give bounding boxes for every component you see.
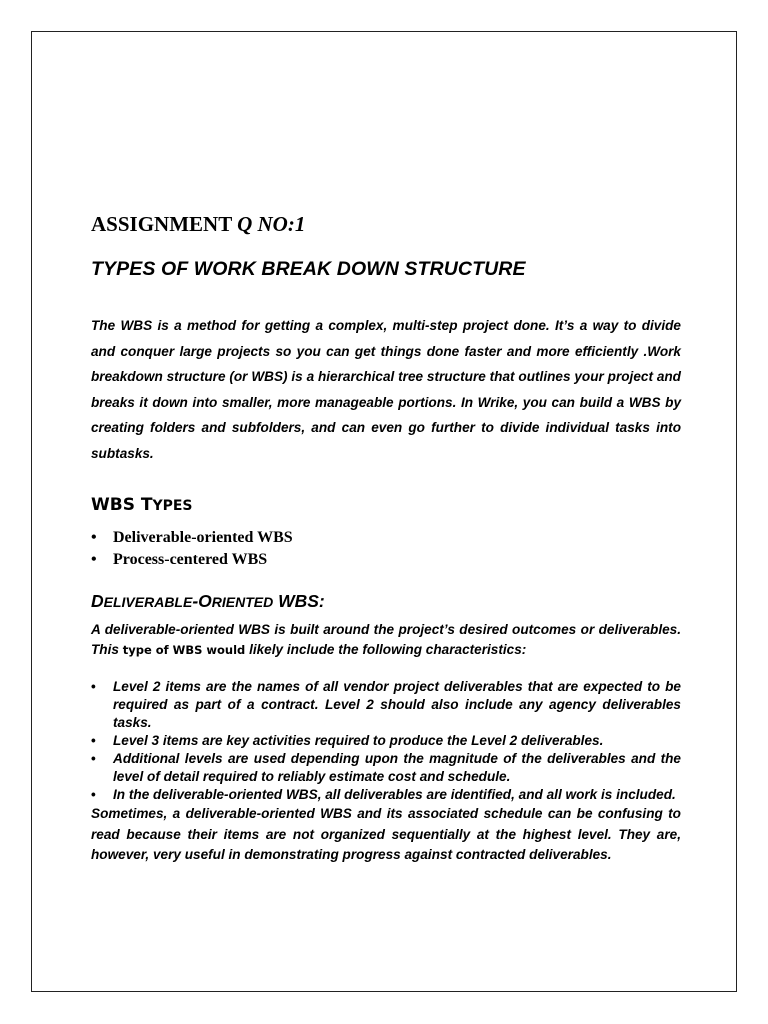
list-item-text: Level 2 items are the names of all vendor project deliverables that are expected to be required as part of a contract. Level 2 should also include any agency deliverables tasks. <box>113 679 681 730</box>
list-item <box>91 527 681 549</box>
assignment-prefix: ASSIGNMENT <box>91 212 232 236</box>
bullet-icon: • <box>91 787 96 802</box>
list-item <box>91 750 681 786</box>
question-number: Q NO:1 <box>237 212 306 236</box>
list-item <box>91 549 681 571</box>
deliverable-intro-a: A deliverable-oriented WBS is built around the project’s desired outcomes or deliverables. This <box>91 622 681 657</box>
list-item-text: Level 3 items are key activities required to produce the Level 2 deliverables. <box>113 733 604 748</box>
bullet-icon: • <box>91 751 96 766</box>
page-title: TYPES OF WORK BREAK DOWN STRUCTURE <box>91 258 526 280</box>
list-item-text: Process-centered WBS <box>113 551 268 568</box>
deliverable-intro-small: type of WBS would <box>122 642 246 657</box>
bullet-icon: • <box>91 733 96 748</box>
deliverable-intro <box>91 620 681 660</box>
deliverable-oriented-heading <box>91 589 681 614</box>
wbs-types-list <box>91 527 681 571</box>
heading-part: D <box>91 591 104 611</box>
deliverable-characteristics-list <box>91 678 681 804</box>
heading-part: ELIVERABLE <box>103 594 193 610</box>
deliverable-intro-b: likely include the following characteristics: <box>245 641 527 657</box>
assignment-heading <box>91 205 681 243</box>
list-item-text: In the deliverable-oriented WBS, all deliverables are identified, and all work is included. <box>113 787 676 802</box>
bullet-icon: • <box>91 551 97 568</box>
list-item <box>91 678 681 732</box>
wbs-types-heading <box>91 494 681 517</box>
bullet-icon: • <box>91 679 96 694</box>
intro-paragraph <box>91 313 681 466</box>
heading-part: -O <box>192 591 212 611</box>
closing-paragraph: Sometimes, a deliverable-oriented WBS and its associated schedule can be confusing to read because their items are not organized sequentially at the highest level. They are, however, very useful in demonstrating progress against contracted deliverables. <box>91 806 681 862</box>
list-item <box>91 786 681 804</box>
wbs-types-heading-main: WBS T <box>91 495 153 515</box>
wbs-types-heading-small: YPES <box>152 498 193 514</box>
heading-part: WBS: <box>273 591 325 611</box>
document-body <box>91 205 681 866</box>
list-item-text: Additional levels are used depending upon the magnitude of the deliverables and the level of detail required to reliably estimate cost and schedule. <box>113 751 681 784</box>
intro-text: The WBS is a method for getting a complex, multi-step project done. It’s a way to divide and conquer large projects so you can get things done faster and more efficiently .Work breakdown structure (or WBS) is a hierarchical tree structure that outlines your project and breaks it down into smaller, more manageable portions. In Wrike, you can build a WBS by creating folders and subfolders, and can even go further to divide individual tasks into subtasks. <box>91 318 681 461</box>
bullet-icon: • <box>91 529 97 546</box>
heading-part: RIENTED <box>211 594 274 610</box>
list-item <box>91 732 681 750</box>
list-item-text: Deliverable-oriented WBS <box>113 529 293 546</box>
